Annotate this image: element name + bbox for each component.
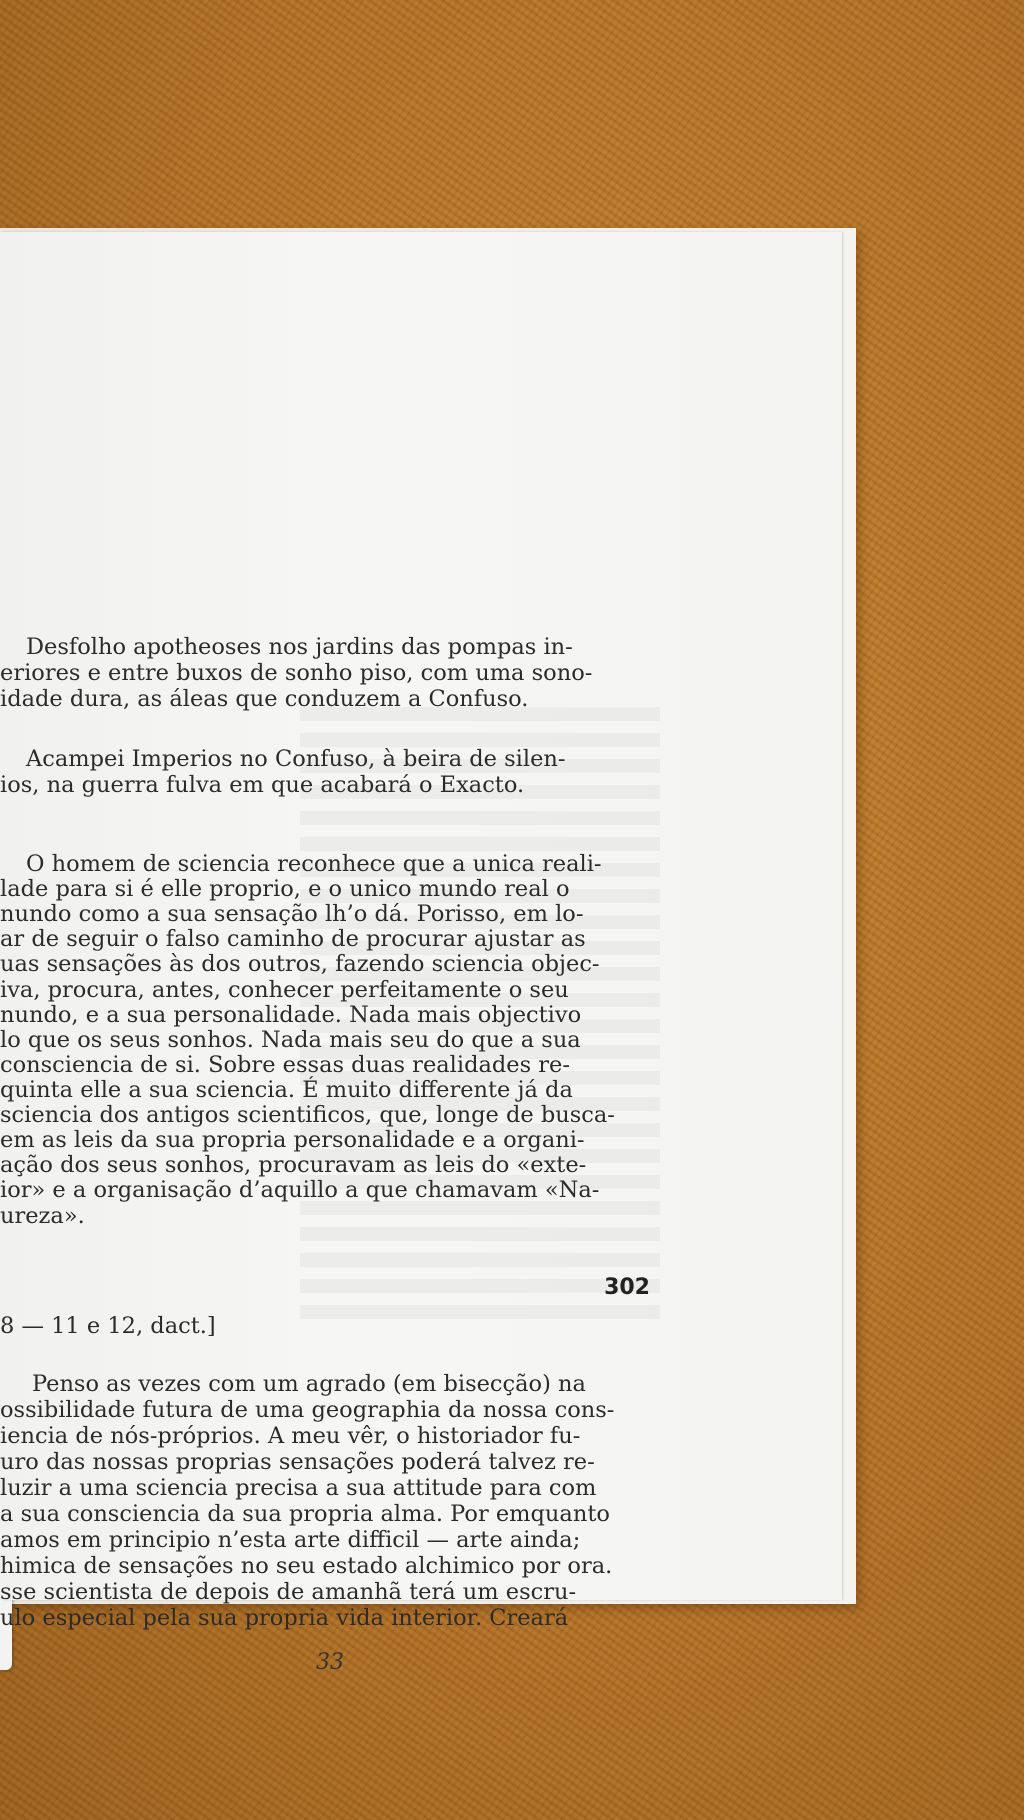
text-line: ação dos seus sonhos, procuravam as leis do «exte- <box>0 1152 587 1178</box>
text-line: amos em principio n’esta arte difficil — arte ainda; <box>0 1527 581 1553</box>
text-line: himica de sensações no seu estado alchimico por ora. <box>0 1553 613 1579</box>
text-line: uas sensações às dos outros, fazendo sciencia objec- <box>0 951 600 977</box>
text-line: lade para si é elle proprio, e o unico mundo real o <box>0 876 570 902</box>
text-line: sse scientista de depois de amanhã terá um escru- <box>0 1579 577 1605</box>
text-line: ios, na guerra fulva em que acabará o Exacto. <box>0 772 525 798</box>
text-line: idade dura, as áleas que conduzem a Confuso. <box>0 686 529 712</box>
text-line: sciencia dos antigos scientificos, que, longe de busca- <box>0 1102 615 1128</box>
text-line: ior» e a organisação d’aquillo a que chamavam «Na- <box>0 1177 600 1203</box>
entry-note: 8 — 11 e 12, dact.] <box>0 1313 216 1339</box>
text-line: Desfolho apotheoses nos jardins das pompas in- <box>26 634 573 660</box>
text-line: a sua consciencia da sua propria alma. Por emquanto <box>0 1501 610 1527</box>
text-line: uro das nossas proprias sensações poderá talvez re- <box>0 1449 595 1475</box>
text-line: Penso as vezes com um agrado (em bisecção) na <box>32 1371 586 1397</box>
text-line: nundo, e a sua personalidade. Nada mais objectivo <box>0 1002 582 1028</box>
text-line: em as leis da sua propria personalidade e a organi- <box>0 1127 585 1153</box>
text-line: ureza». <box>0 1203 85 1229</box>
page-number: 33 <box>316 1650 344 1675</box>
text-line: eriores e entre buxos de sonho piso, com uma sono- <box>0 660 593 686</box>
entry-number: 302 <box>604 1275 650 1300</box>
text-line: iva, procura, antes, conhecer perfeitamente o seu <box>0 977 569 1003</box>
text-line: nundo como a sua sensação lh’o dá. Porisso, em lo- <box>0 901 584 927</box>
text-line: ar de seguir o falso caminho de procurar ajustar as <box>0 926 586 952</box>
text-line: consciencia de si. Sobre essas duas realidades re- <box>0 1052 570 1078</box>
text-line: Acampei Imperios no Confuso, à beira de silen- <box>26 746 566 772</box>
text-line: luzir a uma sciencia precisa a sua attitude para com <box>0 1475 597 1501</box>
text-line: lo que os seus sonhos. Nada mais seu do que a sua <box>0 1027 581 1053</box>
text-line: quinta elle a sua sciencia. É muito differente já da <box>0 1077 573 1103</box>
text-line: iencia de nós-próprios. A meu vêr, o historiador fu- <box>0 1423 581 1449</box>
text-line: ossibilidade futura de uma geographia da nossa cons- <box>0 1397 615 1423</box>
book-page <box>0 232 842 1675</box>
text-line: O homem de sciencia reconhece que a unica reali- <box>26 851 602 877</box>
text-line: ulo especial pela sua propria vida interior. Creará <box>0 1605 569 1631</box>
page-text <box>0 232 842 1675</box>
